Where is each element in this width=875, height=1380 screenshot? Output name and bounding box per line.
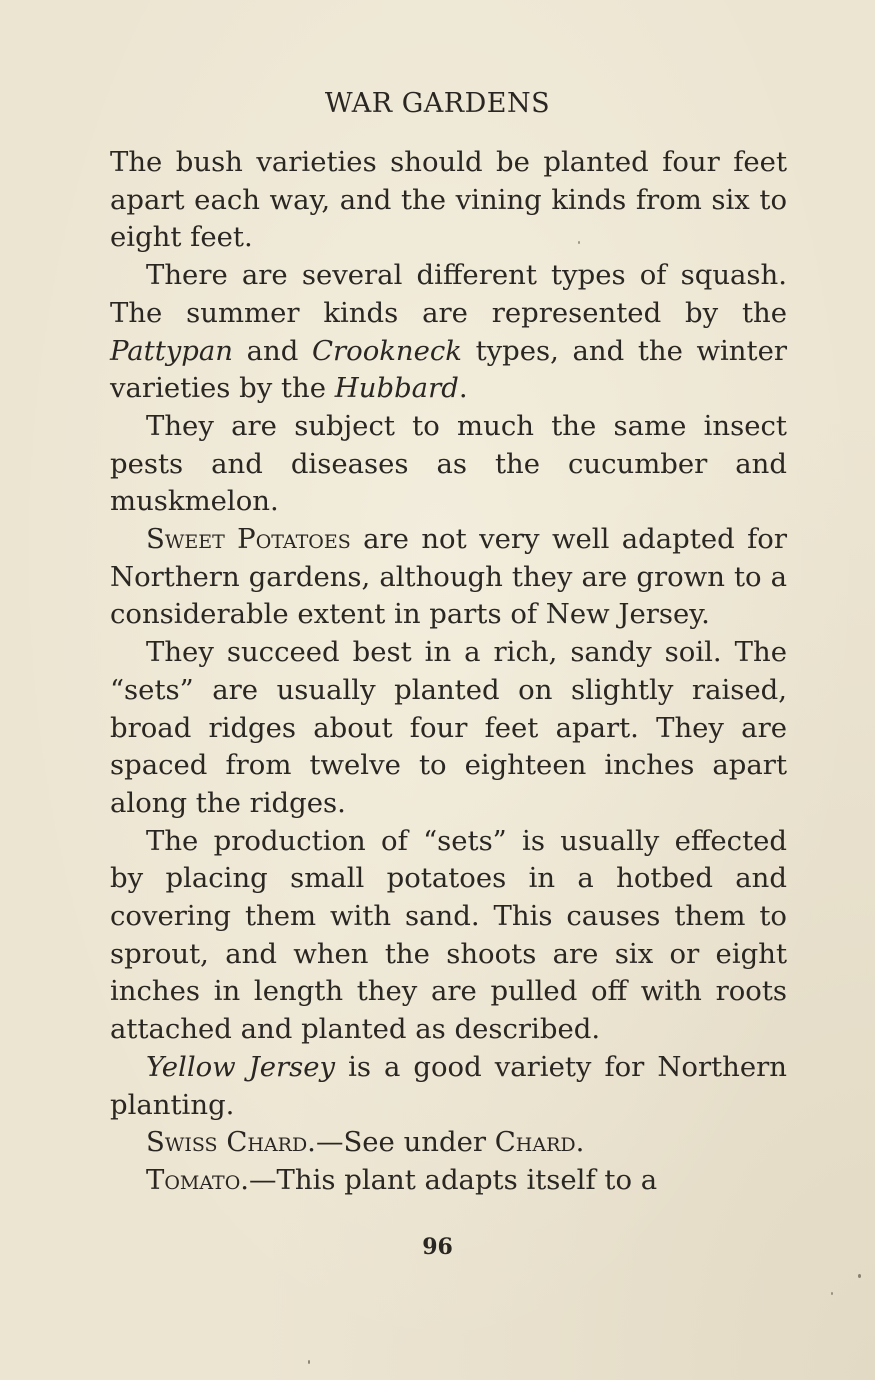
text-run: There are several different types of squash. The summer kinds are represented by the xyxy=(110,259,787,329)
paragraph xyxy=(110,1049,787,1124)
text-run: —See under xyxy=(315,1126,495,1159)
paper-speck xyxy=(831,1292,833,1295)
text-run: The production of “sets” is usually effected by placing small potatoes in a hotbed and covering them with sand. This causes them to sprout, and when the shoots are six or eight inches in length they are pulled off with roots attached and planted as described. xyxy=(110,824,787,1046)
italic-run: Yellow Jersey xyxy=(146,1050,336,1083)
paper-speck xyxy=(578,241,580,244)
text-run: . xyxy=(458,372,468,405)
paragraph xyxy=(110,1124,787,1162)
body-text xyxy=(110,144,787,1200)
paper-speck xyxy=(858,1274,861,1278)
small-caps-run: Tomato. xyxy=(146,1163,250,1196)
paragraph xyxy=(110,823,787,1049)
small-caps-run: Sweet Potatoes xyxy=(146,523,351,556)
text-run: —This plant adapts itself to a xyxy=(249,1163,658,1196)
small-caps-run: Chard. xyxy=(494,1126,585,1159)
paragraph xyxy=(110,408,787,521)
text-run: They succeed best in a rich, sandy soil. The “sets” are usually planted on slightly raised, broad ridges about four feet apart. They are spaced from twelve to eighteen inches apart along the ridges. xyxy=(110,636,787,819)
paragraph xyxy=(110,1162,787,1200)
italic-run: Pattypan xyxy=(110,334,234,367)
small-caps-run: Swiss Chard. xyxy=(146,1126,316,1159)
text-run: and xyxy=(233,334,312,367)
page-number: 96 xyxy=(422,1234,453,1260)
paragraph xyxy=(110,521,787,634)
italic-run: Crookneck xyxy=(311,334,462,367)
text-run: The bush varieties should be planted four feet apart each way, and the vining kinds from six to eight feet. xyxy=(110,146,787,254)
running-head: WAR GARDENS xyxy=(324,88,551,119)
text-run: are not very well adapted for Northern gardens, although they are grown to a considerable extent in parts of New Jersey. xyxy=(110,523,787,631)
paper-speck xyxy=(308,1360,310,1364)
text-run: They are subject to much the same insect pests and diseases as the cucumber and muskmelon. xyxy=(110,409,787,518)
text-run: is a good variety for Northern planting. xyxy=(110,1050,787,1121)
paragraph xyxy=(110,634,787,823)
text-run: types, and the winter varieties by the xyxy=(110,334,787,405)
italic-run: Hubbard xyxy=(334,372,459,405)
paragraph xyxy=(110,144,787,257)
paragraph xyxy=(110,257,787,408)
